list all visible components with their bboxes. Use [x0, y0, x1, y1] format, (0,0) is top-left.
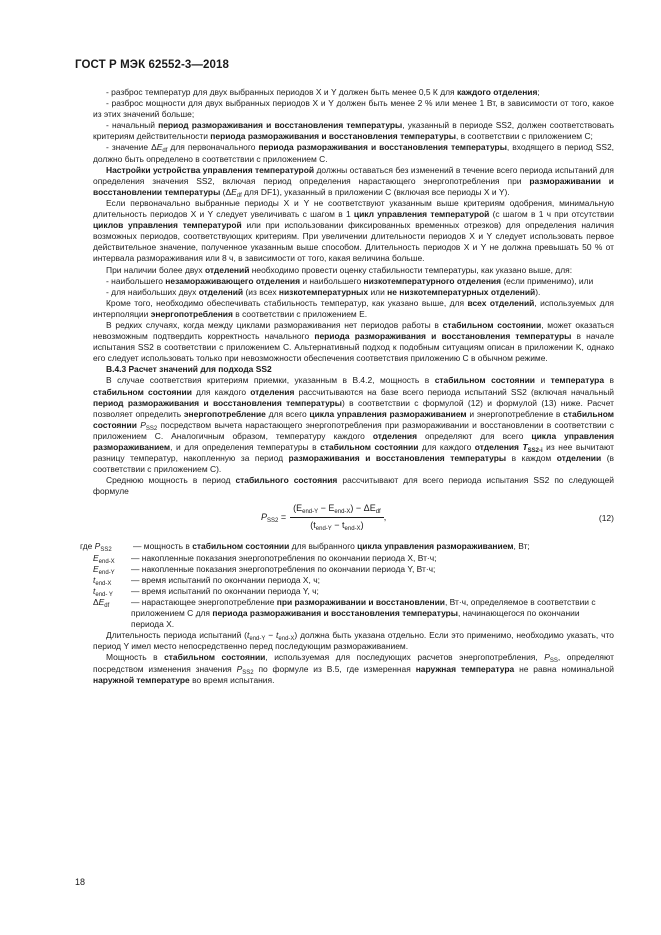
paragraph: Кроме того, необходимо обеспечивать стабильность температур, как указано выше, для всех отделений, используемых для интерполяции энергопотребления в соответствии с приложением Е. — [93, 297, 614, 319]
formula-definitions — [80, 541, 614, 630]
paragraph: - разброс температур для двух выбранных периодов X и Y должен быть менее 0,5 К для каждого отделения; — [106, 87, 540, 97]
formula-den-part: − t — [331, 519, 345, 530]
formula-den-part: ) — [360, 519, 364, 530]
formula-lhs-sub: SS2 — [267, 517, 279, 524]
formula-12 — [93, 501, 614, 539]
formula-denominator — [307, 518, 366, 531]
page-number: 18 — [75, 877, 86, 887]
paragraph: Мощность в стабильном состоянии, используемая для последующих расчетов энергопотребления, $P_{SS}$, определяют посредством изменения значения $P_{SS2}$ по формуле из В.5, где измеренная наружная температура не равна номинальной наружной температуре во время испытания. — [93, 652, 615, 685]
equation-number: (12) — [598, 513, 614, 524]
paragraph: Если первоначально выбранные периоды X и Y не соответствуют указанным выше критериям одобрения, минимальную длительность периодов X и Y следует увеличивать с шагом в 1 цикл управления температурой (с шагом в 1 ч при отсутствии циклов управления температурой или при использовании фиксированных временных отрезков) для определения наличия возможных периодов, соответствующих критериям. При увеличении длительности периодов X и Y следует использовать первое действительное значение, полученное указанным выше способом. Длительность периодов X и Y не должна превышать 50 % от интервала размораживания или 8 ч, в зависимости от того, какая величина больше. — [93, 197, 614, 264]
definition-row: $t_{end-X}$ — время испытаний по окончании периода X, ч; — [93, 574, 320, 587]
formula-tail: , — [383, 511, 387, 522]
definition-row: $E_{end-X}$ — накопленные показания энергопотребления по окончании периода X, Вт·ч; — [93, 552, 437, 565]
definition-row: $\Delta E_{df}$ — нарастающее энергопотребление при размораживании и восстановлении, Вт·ч, определяемое в соответствии с приложением С для периода размораживания и восстановления температуры, начинающегося по окончании периода X. — [93, 596, 596, 630]
formula-den-part: (t — [310, 519, 316, 530]
formula-num-part: − E — [318, 503, 335, 514]
formula-num-sub: end-Y — [302, 509, 319, 516]
document-body — [80, 87, 615, 686]
paragraph: Длительность периода испытаний $(t_{end-Y} - t_{end-X})$ должна быть указана отдельно. Если это применимо, необходимо указать, что период Y имел место непосредственно перед последующим размораживанием. — [93, 630, 614, 652]
definition-row: $t_{end- Y}$ — время испытаний по окончании периода Y, ч; — [93, 585, 319, 598]
definition-row: $E_{end-Y}$ — накопленные показания энергопотребления по окончании периода Y, Вт·ч; — [93, 563, 436, 576]
paragraph: - наибольшего незамораживающего отделения и наибольшего низкотемпературного отделения (если применимо), или — [106, 275, 594, 286]
definition-row: где $P_{SS2}$ — мощность в стабильном состоянии для выбранного цикла управления размораживанием, Вт; — [80, 541, 530, 554]
paragraph: - начальный период размораживания и восстановления температуры, указанный в периоде SS2, должен соответствовать критериям действительности периода размораживания и восстановления температуры, в соответствии с приложением С; — [93, 120, 614, 142]
paragraph: В редких случаях, когда между циклами размораживания нет периодов работы в стабильном состоянии, может оказаться невозможным подтвердить корректность начального периода размораживания и восстановления температуры в начале испытания SS2 в соответствии с приложением С. Альтернативный подход к подобным ситуациям описан в приложении K, однако его следует использовать только при невозможности обеспечения соответствия приложению С в обычном режиме. — [93, 319, 615, 364]
formula-num-part: (E — [293, 503, 303, 514]
formula-num-sub: df — [375, 509, 381, 516]
formula-num-sub: end-X — [334, 509, 351, 516]
document-header: ГОСТ Р МЭК 62552-3—2018 — [75, 59, 229, 71]
formula-den-sub: end-Y — [315, 525, 332, 532]
formula-expression: $P_{SS2}$ = $\frac{(E_{end-Y} - E_{end-X}) - \Delta E_{df}}{(t_{end-Y} - t_{end-X})}$ , — [261, 503, 387, 532]
formula-lhs: P — [261, 511, 268, 522]
paragraph: В случае соответствия критериям приемки, указанным в В.4.2, мощность в стабильном состоянии и температура в стабильном состоянии для каждого отделения рассчитываются на базе всего периода испытаний SS2 (включая начальный период размораживания и восстановления температуры) в соответствии с формулой (12) и формулой (13) ниже. Расчет позволяет определить энергопотребление для всего цикла управления размораживанием и энергопотребление в стабильном состоянии $P_{SS2}$ посредством вычета нарастающего энергопотребления при размораживании и восстановлении в соответствии с приложением С. Аналогичным образом, температуру каждого отделения определяют для всего цикла управления размораживанием, и для определения температуры в стабильном состоянии для каждого отделения $T_{SS2-i}$ из нее вычитают разницу температур, накопленную за период размораживания и восстановления температуры в каждом отделении (в соответствии с приложением С). — [93, 375, 615, 475]
paragraph: - для наибольших двух отделений (из всех низкотемпературных или не низкотемпературных отделений). — [106, 286, 541, 297]
section-heading: В.4.3 Расчет значений для подхода SS2 — [106, 364, 272, 375]
formula-num-part: ) − ΔE — [350, 503, 376, 514]
paragraph: При наличии более двух отделений необходимо провести оценку стабильности температуры, как указано выше, для: — [106, 264, 573, 275]
formula-den-sub: end-X — [344, 525, 361, 532]
paragraph: Настройки устройства управления температурой должны оставаться без изменений в течение всего периода испытаний для определения значения SS2, включая период определения нарастающего энергопотребления при размораживании и восстановлении температуры ($\Delta E_{df}$ для DF1), указанный в приложении С (включая все периоды X и Y). — [93, 164, 615, 199]
paragraph: - разброс мощности для двух выбранных периодов X и Y должен быть менее 2 % или менее 1 Вт, в зависимости от того, какое из этих значений больше; — [93, 98, 614, 120]
formula-fraction — [290, 503, 384, 530]
paragraph: Среднюю мощность в период стабильного состояния рассчитывают для всего периода испытания SS2 по следующей формуле — [93, 475, 614, 497]
paragraph: - значение $\Delta E_{df}$ для первоначального периода размораживания и восстановления температуры, входящего в период SS2, должно быть определено в соответствии с приложением С. — [93, 142, 615, 164]
formula-numerator — [290, 503, 384, 517]
